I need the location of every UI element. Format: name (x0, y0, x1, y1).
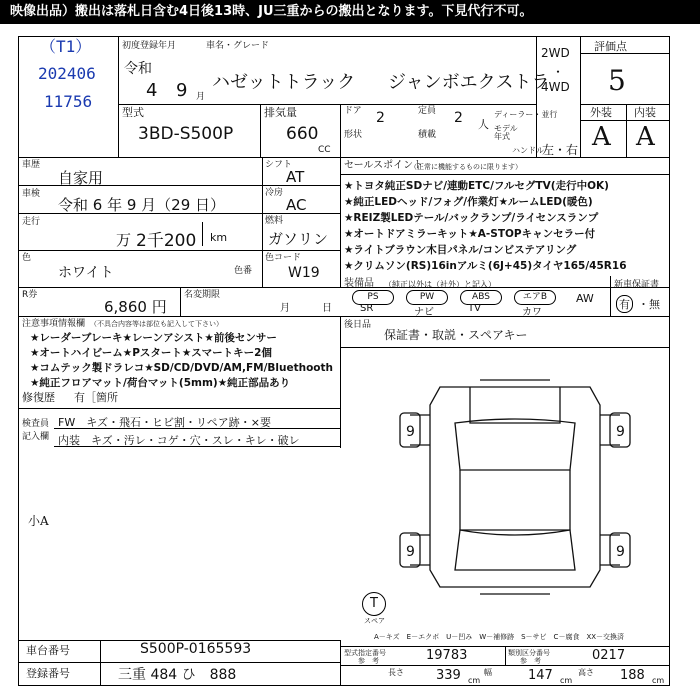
equip-aw: AW (576, 292, 594, 305)
sales-point-item: ★純正LEDヘッド/フォグ/作業灯★ルームLED(暖色) (344, 196, 593, 208)
equipment-item: PS (352, 290, 394, 305)
inspector-in: 内装 キズ・汚レ・コゲ・穴・スレ・キレ・破レ (58, 434, 300, 447)
length-value: 339 (436, 668, 461, 683)
width-value: 147 (528, 668, 553, 683)
equipment-sub-item: ナビ (414, 307, 434, 318)
equipment-sub-item: TV (468, 303, 481, 314)
label-exterior: 外装 (590, 106, 612, 119)
usage-value: 自家用 (58, 169, 104, 187)
label-color-no: 色番 (234, 266, 253, 276)
label-tax: R券 (22, 290, 38, 300)
tire-fl-label: 9 (406, 424, 415, 440)
note-item: ★レーダーブレーキ★レーンアシスト★前後センサー (30, 332, 277, 344)
first-reg-era: 令和 (124, 61, 152, 77)
car-name: ハゼットトラック (212, 72, 356, 93)
label-repair: 修復歴 (22, 391, 55, 404)
label-height: 高さ (578, 668, 594, 677)
car-grade: ジャンボエクストラ (388, 72, 550, 93)
exterior-value: A (592, 122, 611, 152)
equipment-sub-item: カワ (522, 307, 542, 318)
tire-rl-label: 9 (406, 544, 415, 560)
label-warranty: 新車保証書 (614, 280, 660, 290)
cert-class-value: 0217 (592, 648, 626, 663)
label-rating: 評価点 (594, 40, 627, 53)
interior-value: A (636, 122, 655, 152)
label-usage: 車歴 (22, 160, 41, 170)
equipment-item: PW (406, 290, 448, 305)
sales-point-item: ★トヨタ純正SDナビ/連動ETC/フルセグTV(走行中OK) (344, 180, 609, 192)
fuel-value: ガソリン (268, 230, 329, 248)
width-unit: cm (560, 676, 573, 685)
label-interior: 内装 (634, 106, 656, 119)
tire-rr-label: 9 (616, 544, 625, 560)
tax-value: 6,860 円 (104, 298, 167, 316)
height-unit: cm (652, 676, 665, 685)
label-name-change-month: 月 (280, 303, 290, 314)
repair-value: 有［箇所 (74, 391, 118, 404)
label-equip: 装備品 (344, 278, 374, 289)
label-mileage: 走行 (22, 217, 41, 227)
hand-note: 小A (28, 514, 49, 528)
doors-value: 2 (376, 110, 385, 126)
capacity-unit: 人 (478, 118, 489, 131)
equipment-sub-item: SR (360, 303, 374, 314)
note-item: ★純正フロアマット/荷台マット(5mm)★純正部品あり (30, 377, 291, 389)
mileage-man: 万 (116, 231, 132, 249)
sales-point-item: ★ライトブラウン木目パネル/コンビステアリング (344, 244, 577, 256)
label-doors: ドア (344, 106, 362, 116)
label-equip-sub: （純正以外は（社外）と記入） (384, 280, 496, 289)
warranty-yes: 有 (616, 295, 633, 313)
label-color-code: 色コード (265, 253, 302, 263)
stamp-line2: 202406 (38, 64, 96, 83)
mileage-value: 2千200 (136, 231, 197, 251)
label-plate: 登録番号 (26, 667, 70, 680)
spare-tire-sub: スペア (364, 617, 385, 625)
label-length: 長さ (388, 668, 404, 677)
drive-4wd: 4WD (541, 80, 570, 94)
tire-fr-label: 9 (616, 424, 625, 440)
stamp-line1: （T1） (40, 37, 92, 56)
first-reg-month-unit: 月 (196, 92, 206, 102)
drive-dot: ・ (552, 65, 565, 79)
label-shift: シフト (265, 160, 293, 170)
displacement-value: 660 (286, 124, 319, 144)
inspector-fw: FW キズ・飛石・ヒビ割・リペア跡・×要 (58, 416, 271, 429)
label-accessories: 後日品 (344, 320, 372, 330)
label-first-reg: 初度登録年月 (122, 41, 177, 51)
warranty-no: ・無 (638, 298, 660, 311)
label-year: 年式 (494, 132, 510, 141)
accessories-value: 保証書・取説・スペアキー (384, 328, 528, 342)
label-cc: CC (318, 145, 331, 155)
label-km: km (210, 231, 228, 244)
length-unit: cm (468, 676, 481, 685)
equipment-item: ABS (460, 290, 502, 305)
tire-labels (406, 424, 625, 560)
label-displacement: 排気量 (264, 106, 297, 119)
label-steering: ハンドル (512, 146, 544, 155)
drive-2wd: 2WD (541, 46, 570, 60)
label-cert-class: 類別区分番号 (508, 649, 550, 657)
label-sales: セールスポイント (344, 160, 424, 171)
label-inspection: 車検 (22, 189, 41, 199)
steering-value: 左・右 (542, 143, 579, 157)
label-cert-ref1: 参 考 (358, 657, 379, 665)
label-color: 色 (22, 253, 32, 263)
inspection-value: 令和 6 年 9 月（29 日） (58, 196, 226, 214)
plate-value: 三重 484 ひ 888 (118, 667, 237, 683)
spare-tire-mark: T (362, 592, 386, 616)
model-code: 3BD-S500P (138, 124, 234, 144)
label-car-name: 車名・グレード (206, 41, 270, 51)
label-cert-type: 型式指定番号 (344, 649, 386, 657)
label-aircon: 冷房 (265, 188, 284, 198)
label-inspector2: 記入欄 (22, 432, 50, 442)
label-model: モデル (494, 124, 518, 133)
label-sales-sub: （正常に機能するものに限ります） (410, 163, 522, 171)
label-name-change-day: 日 (322, 303, 332, 314)
label-loading: 積載 (418, 130, 437, 140)
label-model-type: 型式 (122, 106, 144, 119)
height-value: 188 (620, 668, 645, 683)
cert-type-value: 19783 (426, 648, 468, 663)
note-item: ★オートハイビーム★Pスタート★スマートキー2個 (30, 347, 272, 359)
label-notes: 注意事項情報欄 (22, 319, 86, 329)
sales-point-item: ★REIZ製LEDテール/バックランプ/ライセンスランプ (344, 212, 599, 224)
car-diagram (380, 375, 650, 600)
first-reg-year: 4 (146, 80, 158, 101)
label-dealer: ディーラー・並行 (494, 110, 558, 119)
label-chassis: 車台番号 (26, 644, 70, 657)
sales-point-item: ★クリムソン(RS)16inアルミ(6J+45)タイヤ165/45R16 (344, 260, 627, 272)
header-notice: 映像出品）搬出は落札日含む4日後13時、JU三重からの搬出となります。下見代行不可。 (0, 0, 700, 24)
label-shape: 形状 (344, 130, 363, 140)
label-notes-sub: （不具合内容等は部位も記入して下さい） (90, 320, 223, 328)
shift-value: AT (286, 168, 305, 186)
label-cert-ref2: 参 考 (520, 657, 541, 665)
first-reg-month: 9 (176, 80, 188, 101)
chassis-value: S500P-0165593 (140, 641, 252, 657)
note-item: ★コムテック製ドラレコ★SD/CD/DVD/AM,FM/Bluethooth (30, 362, 334, 374)
label-name-change: 名変期限 (184, 290, 221, 300)
legend: A－キズ E－エクボ U－凹み W－補修跡 S－サビ C－腐食 XX－交換済 (374, 633, 625, 641)
stamp-line3: 11756 (44, 92, 93, 111)
label-fuel: 燃料 (265, 216, 284, 226)
equipment-item: エアB (514, 290, 556, 305)
aircon-value: AC (286, 196, 307, 214)
label-capacity: 定員 (418, 106, 437, 116)
capacity-value: 2 (454, 110, 463, 126)
color-code-value: W19 (288, 265, 320, 281)
color-value: ホワイト (58, 265, 114, 281)
sales-point-item: ★オートドアミラーキット★A-STOPキャンセラー付 (344, 228, 596, 240)
rating-value: 5 (608, 64, 626, 97)
label-width: 幅 (484, 668, 492, 677)
label-inspector: 検査員 (22, 419, 50, 429)
